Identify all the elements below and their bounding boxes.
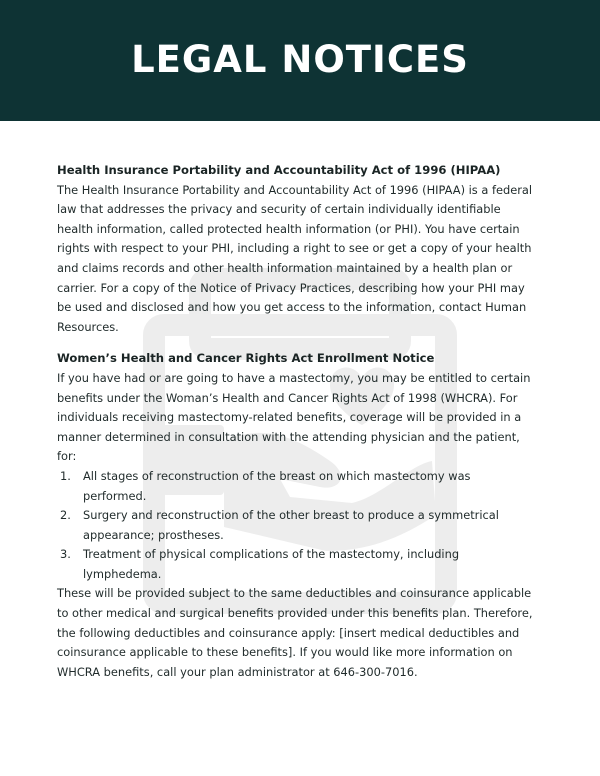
- list-item-text: Surgery and reconstruction of the other breast to produce a symmetrical appearance; prostheses.: [83, 508, 499, 542]
- whcra-heading: Women’s Health and Cancer Rights Act Enrollment Notice: [57, 351, 435, 366]
- page-title: LEGAL NOTICES: [131, 38, 469, 81]
- whcra-section: [57, 349, 537, 682]
- list-item-number: 1.: [60, 468, 71, 483]
- whcra-intro: If you have had or are going to have a mastectomy, you may be entitled to certain benefits under the Woman’s Health and Cancer Rights Act of 1998 (WHCRA). For individuals receiving mastectomy-related benefits, coverage will be provided in a manner determined in consultation with the attending physician and the patient, for:: [57, 370, 531, 464]
- list-item: [57, 545, 537, 584]
- hipaa-body: The Health Insurance Portability and Accountability Act of 1996 (HIPAA) is a federal law that addresses the privacy and security of certain individually identifiable health information, called protected health information (or PHI). You have certain rights with respect to your PHI, including a right to see or get a copy of your health and claims records and other health information maintained by a health plan or carrier. For a copy of the Notice of Privacy Practices, describing how your PHI may be used and disclosed and how you get access to the information, contact Human Resources.: [57, 182, 533, 334]
- list-item: [57, 506, 537, 545]
- list-item: [57, 467, 537, 506]
- hipaa-heading: Health Insurance Portability and Accountability Act of 1996 (HIPAA): [57, 163, 501, 177]
- list-item-number: 3.: [60, 547, 71, 562]
- list-item-text: All stages of reconstruction of the breast on which mastectomy was performed.: [83, 468, 471, 503]
- header-banner: [0, 0, 600, 121]
- whcra-benefits-list: [57, 467, 537, 585]
- whcra-outro: These will be provided subject to the same deductibles and coinsurance applicable to other medical and surgical benefits provided under this benefits plan. Therefore, the following deductibles and coinsurance apply: [insert medical deductibles and coinsurance applicable to these benefits]. If you would like more information on WHCRA benefits, call your plan administrator at 646-300-7016.: [57, 586, 533, 679]
- legal-content: [57, 161, 537, 694]
- list-item-text: Treatment of physical complications of the mastectomy, including lymphedema.: [83, 547, 460, 581]
- hipaa-section: [57, 161, 537, 337]
- list-item-number: 2.: [60, 508, 71, 523]
